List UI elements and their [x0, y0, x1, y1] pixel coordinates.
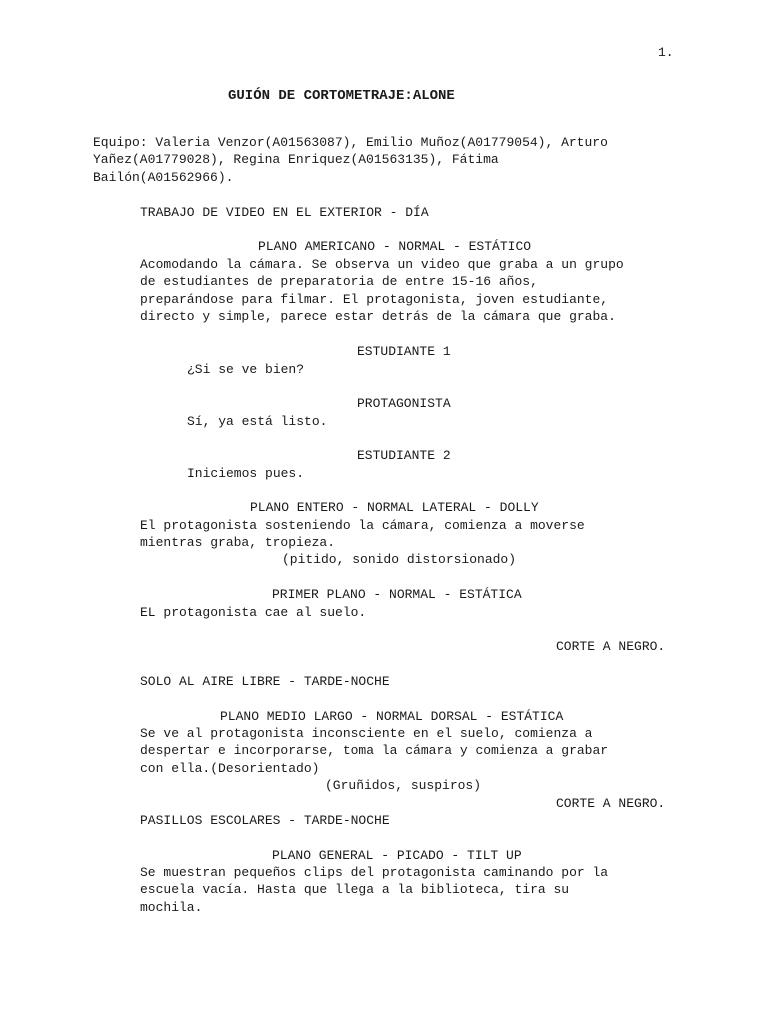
scene-heading: SOLO AL AIRE LIBRE - TARDE-NOCHE [140, 674, 390, 689]
action-line: Se muestran pequeños clips del protagonista caminando por la [140, 865, 609, 880]
action-line: preparándose para filmar. El protagonista, joven estudiante, [140, 291, 609, 307]
action-line: de estudiantes de preparatoria de entre 15-16 años, [140, 274, 538, 290]
action-block [140, 517, 585, 552]
page-title: GUIÓN DE CORTOMETRAJE:ALONE [228, 88, 455, 104]
dialogue: ¿Si se ve bien? [187, 362, 305, 377]
team-line: Equipo: Valeria Venzor(A01563087), Emilio Muñoz(A01779054), Arturo [93, 135, 608, 150]
team-line: Bailón(A01562966). [93, 169, 234, 185]
shot-description: PLANO MEDIO LARGO - NORMAL DORSAL - ESTÁTICA [220, 709, 564, 724]
action-line: escuela vacía. Hasta que llega a la biblioteca, tira su [140, 882, 570, 898]
action-line: EL protagonista cae al suelo. [140, 605, 367, 620]
team-line: Yañez(A01779028), Regina Enriquez(A01563135), Fátima [93, 152, 499, 168]
action-block [140, 256, 624, 326]
parenthetical: (pitido, sonido distorsionado) [282, 552, 517, 567]
character-name: ESTUDIANTE 2 [357, 448, 451, 463]
shot-description: PLANO GENERAL - PICADO - TILT UP [272, 848, 522, 863]
action-block [140, 864, 608, 916]
action-line: El protagonista sosteniendo la cámara, comienza a moverse [140, 518, 585, 533]
shot-description: PLANO ENTERO - NORMAL LATERAL - DOLLY [250, 500, 539, 515]
character-name: ESTUDIANTE 1 [357, 344, 451, 359]
dialogue: Iniciemos pues. [187, 466, 305, 481]
action-line: Se ve al protagonista inconsciente en el suelo, comienza a [140, 726, 593, 741]
action-line: directo y simple, parece estar detrás de la cámara que graba. [140, 309, 616, 325]
action-line: Acomodando la cámara. Se observa un video que graba a un grupo [140, 257, 624, 272]
scene-heading: TRABAJO DE VIDEO EN EL EXTERIOR - DÍA [140, 205, 429, 220]
team-credits [93, 134, 608, 186]
dialogue: Sí, ya está listo. [187, 414, 328, 429]
action-line: mientras graba, tropieza. [140, 535, 336, 551]
parenthetical: (Gruñidos, suspiros) [325, 778, 482, 793]
shot-description: PLANO AMERICANO - NORMAL - ESTÁTICO [258, 239, 532, 254]
transition: CORTE A NEGRO. [556, 796, 666, 811]
scene-heading: PASILLOS ESCOLARES - TARDE-NOCHE [140, 813, 390, 828]
action-line: mochila. [140, 899, 203, 915]
action-line: con ella.(Desorientado) [140, 760, 320, 776]
transition: CORTE A NEGRO. [556, 639, 666, 654]
shot-description: PRIMER PLANO - NORMAL - ESTÁTICA [272, 587, 522, 602]
character-name: PROTAGONISTA [357, 396, 451, 411]
page-number: 1. [658, 45, 674, 60]
action-block [140, 725, 608, 777]
action-line: despertar e incorporarse, toma la cámara y comienza a grabar [140, 743, 609, 759]
